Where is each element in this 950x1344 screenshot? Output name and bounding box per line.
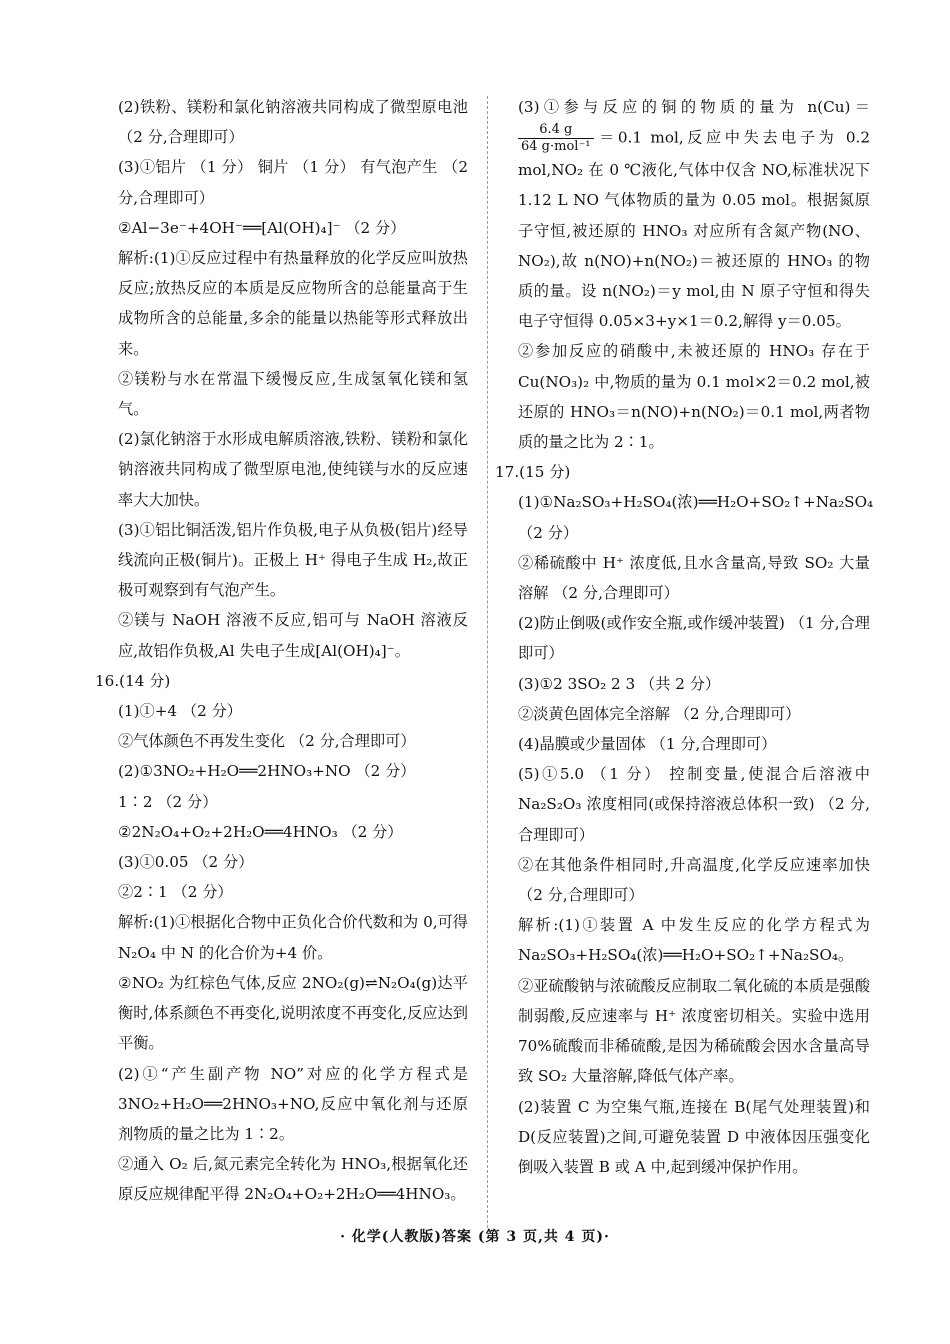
answer-paragraph: (2)防止倒吸(或作安全瓶,或作缓冲装置) （1 分,合理即可） xyxy=(518,614,870,663)
fraction-denominator: 64 g·mol⁻¹ xyxy=(521,139,591,155)
explanation-paragraph: 解析:(1)①反应过程中有热量释放的化学反应叫放热反应;放热反应的本质是反应物所含的总能量高于生成物所含的总能量,多余的能量以热能等形式释放出来。 xyxy=(118,249,468,358)
answer-paragraph: (3)①2 3SO₂ 2 3 （共 2 分） xyxy=(518,674,721,693)
explanation-paragraph: 解析:(1)①根据化合物中正负化合价代数和为 0,可得 N₂O₄ 中 N 的化合价为+4 价。 xyxy=(118,913,468,962)
explanation-paragraph: ②亚硫酸钠与浓硫酸反应制取二氧化硫的本质是强酸制弱酸,反应速率与 H⁺ 浓度密切相关。实验中选用 70%硫酸而非稀硫酸,是因为稀硫酸会因水含量高导致 SO₂ 大量溶解,降低气体产率。 xyxy=(518,976,870,1086)
explanation-paragraph: ②镁粉与水在常温下缓慢反应,生成氢氧化镁和氢气。 xyxy=(118,369,468,419)
explanation-paragraph: (2)①“产生副产物 NO”对应的化学方程式是 3NO₂+H₂O══2HNO₃+NO,反应中氧化剂与还原剂物质的量之比为 1∶2。 xyxy=(118,1064,468,1143)
answer-paragraph: (3)①0.05 （2 分） xyxy=(118,853,254,872)
question-heading: 17.(15 分) xyxy=(495,463,571,482)
left-column xyxy=(95,92,468,1210)
explanation-paragraph: ②镁与 NaOH 溶液不反应,铝可与 NaOH 溶液反应,故铝作负极,Al 失电子生成[Al(OH)₄]⁻。 xyxy=(118,611,468,660)
answer-paragraph: ②稀硫酸中 H⁺ 浓度低,且水含量高,导致 SO₂ 大量溶解 （2 分,合理即可） xyxy=(518,553,870,603)
answer-paragraph: ②2∶1 （2 分） xyxy=(118,883,233,902)
answer-paragraph: (3)①铝片 （1 分） 铜片 （1 分） 有气泡产生 （2 分,合理即可） xyxy=(118,158,468,207)
explanation-paragraph: (2)氯化钠溶于水形成电解质溶液,铁粉、镁粉和氯化钠溶液共同构成了微型原电池,使纯镁与水的反应速率大大加快。 xyxy=(118,430,468,509)
answer-paragraph: ②淡黄色固体完全溶解 （2 分,合理即可） xyxy=(518,704,801,723)
explanation-paragraph: (2)装置 C 为空集气瓶,连接在 B(尾气处理装置)和 D(反应装置)之间,可避免装置 D 中液体因压强变化倒吸入装置 B 或 A 中,起到缓冲保护作用。 xyxy=(518,1097,870,1176)
answer-paragraph: (5)①5.0 （1 分） 控制变量,使混合后溶液中 Na₂S₂O₃ 浓度相同(或保持溶液总体积一致) （2 分,合理即可） xyxy=(518,765,870,844)
answer-paragraph: ②在其他条件相同时,升高温度,化学反应速率加快 （2 分,合理即可） xyxy=(518,855,870,905)
answer-paragraph: ②气体颜色不再发生变化 （2 分,合理即可） xyxy=(118,732,416,751)
answer-paragraph: (2)铁粉、镁粉和氯化钠溶液共同构成了微型原电池 （2 分,合理即可） xyxy=(118,98,468,147)
question-heading: 16.(14 分) xyxy=(95,671,171,690)
explanation-paragraph: (3)①铝比铜活泼,铝片作负极,电子从负极(铝片)经导线流向正极(铜片)。正极上 H⁺ 得电子生成 H₂,故正极可观察到有气泡产生。 xyxy=(118,520,468,600)
explanation-paragraph: ②参加反应的硝酸中,未被还原的 HNO₃ 存在于 Cu(NO₃)₂ 中,物质的量为 0.1 mol×2＝0.2 mol,被还原的 HNO₃＝n(NO)+n(NO₂)＝0.1 mol,两者物质的量之比为 2∶1。 xyxy=(518,342,870,452)
answer-paragraph: ②Al−3e⁻+4OH⁻══[Al(OH)₄]⁻ （2 分） xyxy=(118,218,406,237)
answer-paragraph: (1)①Na₂SO₃+H₂SO₄(浓)══H₂O+SO₂↑+Na₂SO₄ （2 分） xyxy=(518,493,874,542)
column-divider xyxy=(487,96,488,1228)
answer-paragraph: 1∶2 （2 分） xyxy=(118,792,218,811)
answer-paragraph: ②2N₂O₄+O₂+2H₂O══4HNO₃ （2 分） xyxy=(118,822,403,841)
explanation-paragraph: ②NO₂ 为红棕色气体,反应 2NO₂(g)⇌N₂O₄(g)达平衡时,体系颜色不再变化,说明浓度不再变化,反应达到平衡。 xyxy=(118,973,468,1053)
answer-paragraph: (4)晶膜或少量固体 （1 分,合理即可） xyxy=(518,735,777,754)
fraction-numerator: 6.4 g xyxy=(518,122,594,139)
explanation-paragraph: 解析:(1)①装置 A 中发生反应的化学方程式为 Na₂SO₃+H₂SO₄(浓)══H₂O+SO₂↑+Na₂SO₄。 xyxy=(518,916,870,965)
explanation-paragraph xyxy=(518,92,870,336)
fraction xyxy=(518,122,594,155)
intro-text: (3)①参与反应的铜的物质的量为 n(Cu)＝ xyxy=(518,98,870,116)
answer-paragraph: (1)①+4 （2 分） xyxy=(118,702,242,721)
explanation-paragraph: ②通入 O₂ 后,氮元素完全转化为 HNO₃,根据氧化还原反应规律配平得 2N₂O₄+O₂+2H₂O══4HNO₃。 xyxy=(118,1155,468,1204)
intro-continuation: ＝0.1 mol,反应中失去电子为 0.2 mol,NO₂ 在 0 ℃液化,气体中仅含 NO,标准状况下 1.12 L NO 气体物质的量为 0.05 mol。根据氮原子守恒,被还原的 HNO₃ 对应所有含氮产物(NO、NO₂),故 n(NO)+n(NO₂)＝被还原的 HNO₃ 的物质的量。设 n(NO₂)＝y mol,由 N 原子守恒和得失电子守恒得 0.05×3+y×1＝0.2,解得 y＝0.05。 xyxy=(518,128,870,331)
answer-paragraph: (2)①3NO₂+H₂O══2HNO₃+NO （2 分） xyxy=(118,762,416,781)
page-footer: · 化学(人教版)答案 (第 3 页,共 4 页)· xyxy=(340,1229,610,1245)
right-column xyxy=(495,92,874,1182)
